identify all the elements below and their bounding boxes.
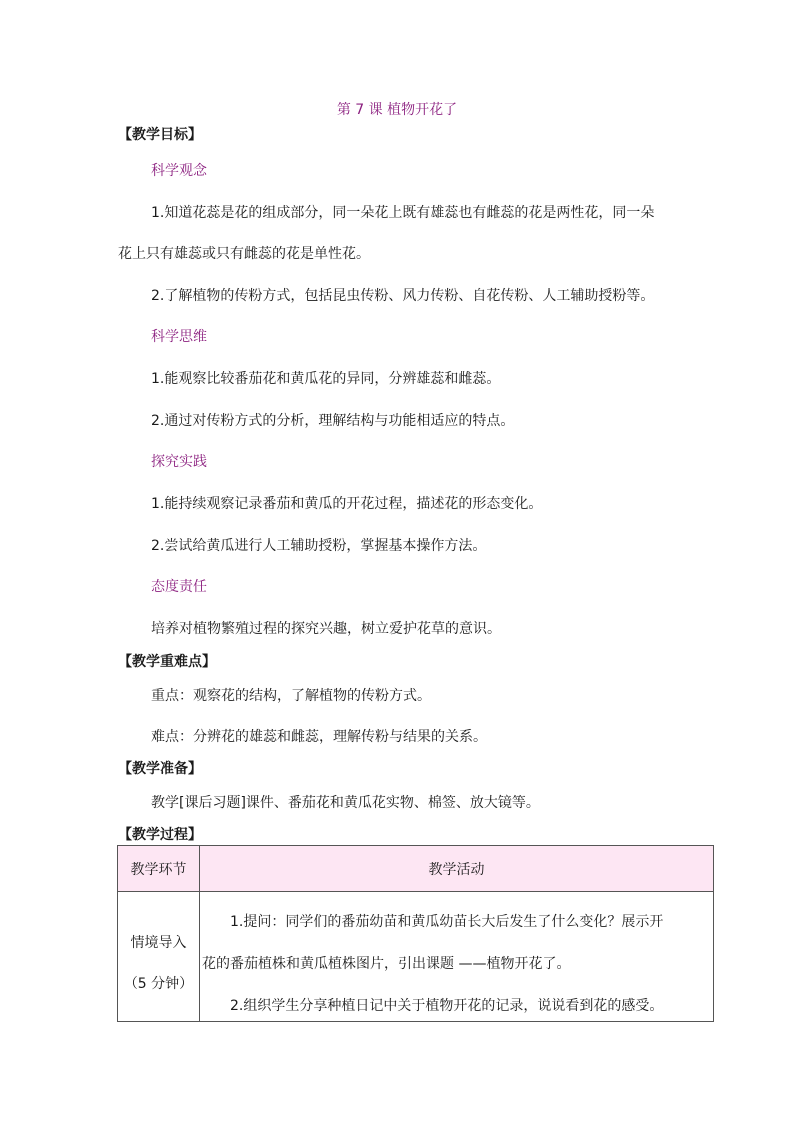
stage-name: 情境导入	[130, 935, 187, 951]
attitude-item-1: 培养对植物繁殖过程的探究兴趣，树立爱护花草的意识。	[151, 621, 501, 637]
process-table-header-row	[118, 846, 714, 892]
thinking-heading: 科学思维	[151, 329, 207, 345]
stage-duration: （5 分钟）	[123, 976, 194, 992]
preparation-text: 教学[课后习题]课件、番茄花和黄瓜花实物、棉签、放大镜等。	[151, 795, 540, 811]
activity-line-2: 花的番茄植株和黄瓜植株图片，引出课题 ——植物开花了。	[202, 956, 571, 972]
process-table	[117, 845, 714, 1022]
difficult-point-text: 难点：分辨花的雄蕊和雌蕊，理解传粉与结果的关系。	[151, 729, 487, 745]
attitude-heading: 态度责任	[151, 579, 207, 595]
activity-line-1: 1.提问：同学们的番茄幼苗和黄瓜幼苗长大后发生了什么变化？展示开	[230, 914, 664, 930]
table-row	[118, 892, 714, 1022]
lesson-title: 第 7 课 植物开花了	[336, 102, 458, 118]
section-heading-process: 【教学过程】	[118, 827, 202, 843]
practice-item-1: 1.能持续观察记录番茄和黄瓜的开花过程，描述花的形态变化。	[151, 496, 543, 512]
practice-item-2: 2.尝试给黄瓜进行人工辅助授粉，掌握基本操作方法。	[151, 538, 487, 554]
activity-cell	[200, 892, 714, 1022]
thinking-item-2: 2.通过对传粉方式的分析，理解结构与功能相适应的特点。	[151, 413, 515, 429]
concept-heading: 科学观念	[151, 163, 207, 179]
stage-cell	[118, 892, 200, 1022]
section-heading-goals: 【教学目标】	[118, 127, 202, 143]
key-point-text: 重点：观察花的结构，了解植物的传粉方式。	[151, 688, 431, 704]
concept-item-1-line1: 1.知道花蕊是花的组成部分，同一朵花上既有雄蕊也有雌蕊的花是两性花，同一朵	[151, 205, 655, 221]
section-heading-preparation: 【教学准备】	[118, 761, 202, 777]
thinking-item-1: 1.能观察比较番茄花和黄瓜花的异同，分辨雄蕊和雌蕊。	[151, 371, 501, 387]
practice-heading: 探究实践	[151, 454, 207, 470]
concept-item-2: 2.了解植物的传粉方式，包括昆虫传粉、风力传粉、自花传粉、人工辅助授粉等。	[151, 288, 655, 304]
concept-item-1-line2: 花上只有雄蕊或只有雌蕊的花是单性花。	[118, 246, 370, 262]
activity-line-3: 2.组织学生分享种植日记中关于植物开花的记录，说说看到花的感受。	[230, 998, 664, 1014]
header-activity-cell: 教学活动	[200, 846, 714, 892]
section-heading-key-points: 【教学重难点】	[118, 654, 216, 670]
header-stage-cell: 教学环节	[118, 846, 200, 892]
